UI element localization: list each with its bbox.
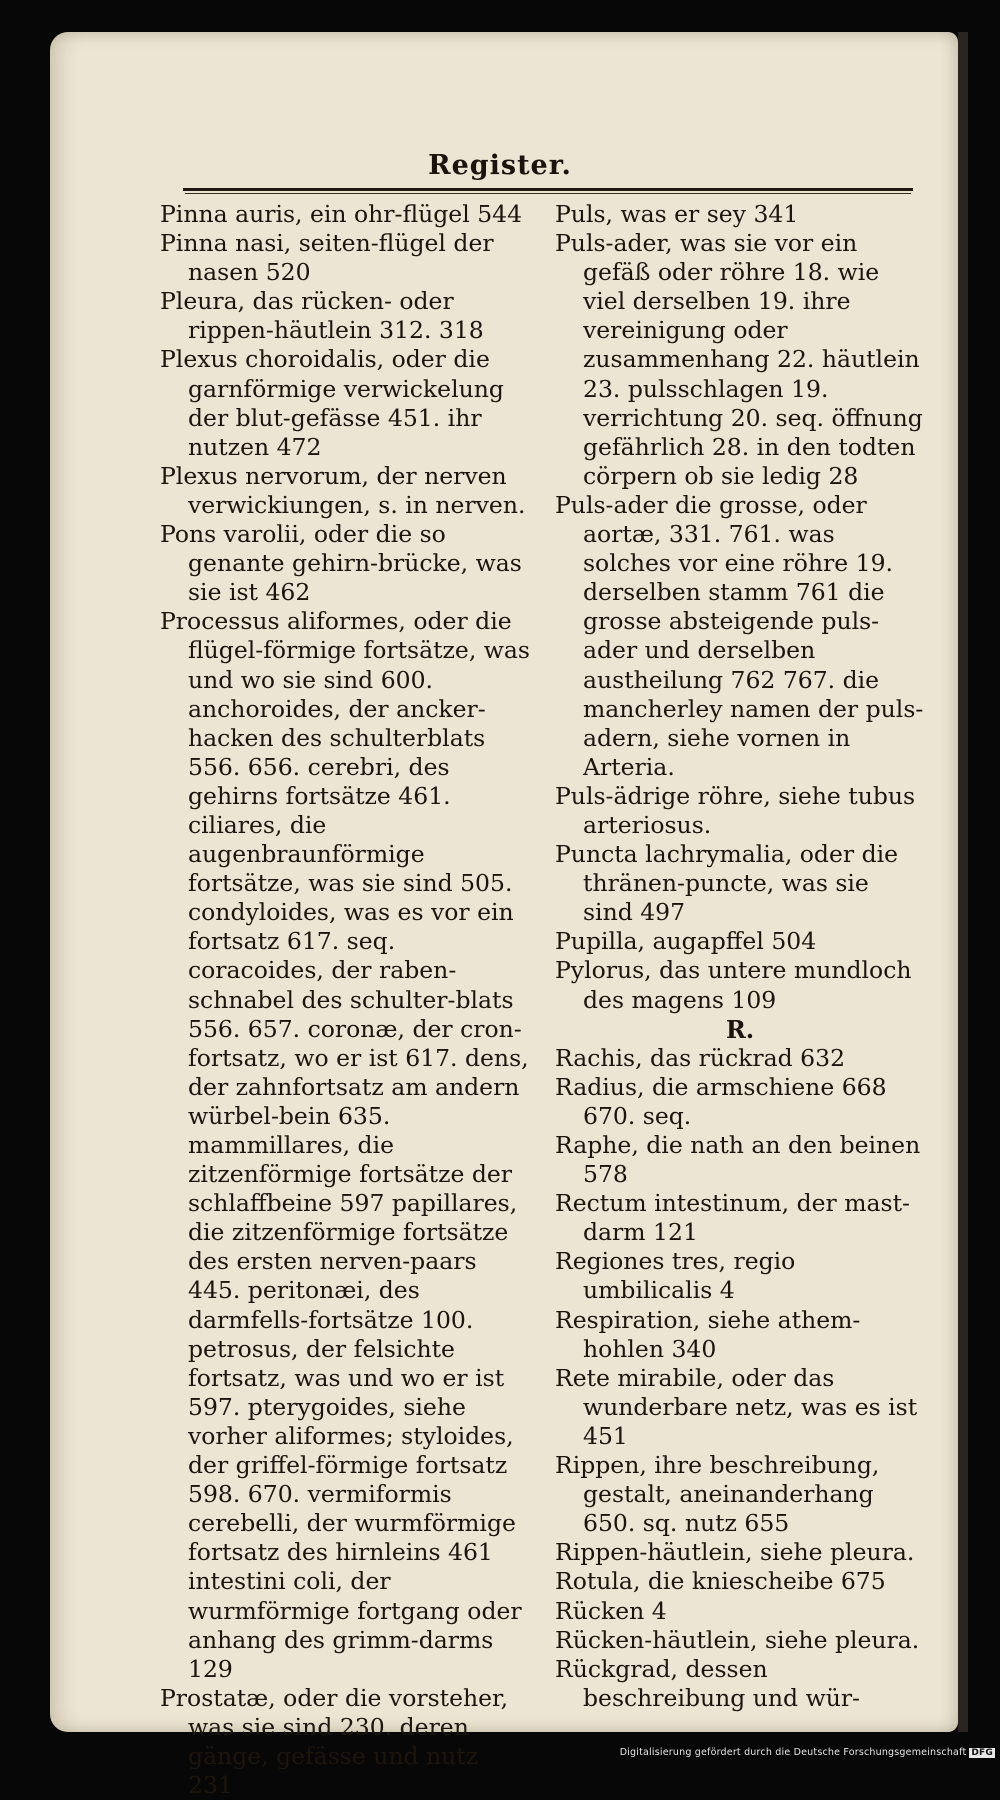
register-entry: Pons varolii, oder die so genante gehirn-brücke, was sie ist 462 xyxy=(160,520,522,607)
register-entry: Rotula, die kniescheibe 675 xyxy=(555,1567,886,1596)
register-entry: Regiones tres, regio umbilicalis 4 xyxy=(555,1247,796,1305)
header-rule-thin xyxy=(185,193,911,194)
digitization-footer xyxy=(0,1747,995,1758)
register-entry: Rückgrad, dessen beschreibung und wür- xyxy=(555,1654,860,1712)
register-entry: Rachis, das rückrad 632 xyxy=(555,1043,846,1072)
register-entry: Rücken 4 xyxy=(555,1596,667,1625)
register-entry: Rücken-häutlein, siehe pleura. xyxy=(555,1625,920,1654)
register-entry: Rippen-häutlein, siehe pleura. xyxy=(555,1538,915,1567)
register-entry: Pleura, das rücken- oder rippen-häutlein 312. 318 xyxy=(160,287,484,345)
left-column xyxy=(160,200,530,1800)
register-entry: Rectum intestinum, der mast-darm 121 xyxy=(555,1189,911,1247)
register-entry: Raphe, die nath an den beinen 578 xyxy=(555,1131,921,1189)
register-entry: Respiration, siehe athem-hohlen 340 xyxy=(555,1305,861,1363)
register-entry: Pupilla, augapffel 504 xyxy=(555,927,817,956)
register-entry: Rippen, ihre beschreibung, gestalt, aneinanderhang 650. sq. nutz 655 xyxy=(555,1451,880,1538)
register-entry: Puls-ader, was sie vor ein gefäß oder röhre 18. wie viel derselben 19. ihre vereinigung oder zusammenhang 22. häutlein 23. pulsschlagen 19. verrichtung 20. seq. öffnung gefährlich 28. in den todten cörpern ob sie ledig 28 xyxy=(555,229,923,490)
register-entry: Rete mirabile, oder das wunderbare netz, was es ist 451 xyxy=(555,1363,918,1450)
register-entry: Radius, die armschiene 668 670. seq. xyxy=(555,1072,887,1130)
register-entry: Prostatæ, oder die vorsteher, was sie sind 230. deren gänge, gefässe und nutz 231 xyxy=(160,1683,509,1800)
right-column xyxy=(555,200,925,1713)
section-letter: R. xyxy=(725,1014,755,1044)
register-entry: Puls-ader die grosse, oder aortæ, 331. 761. was solches vor eine röhre 19. derselben stamm 761 die grosse absteigende puls-ader und derselben austheilung 762 767. die mancherley namen der puls-adern, siehe vornen in Arteria. xyxy=(555,490,924,781)
register-entry: Plexus nervorum, der nerven verwickiungen, s. in nerven. xyxy=(160,461,526,519)
dfg-logo: DFG xyxy=(971,1748,993,1758)
register-entry: Pinna nasi, seiten-flügel der nasen 520 xyxy=(160,229,494,287)
register-entry: Puls-ädrige röhre, siehe tubus arteriosus. xyxy=(555,781,916,839)
register-entry: Processus aliformes, oder die flügel-förmige fortsätze, was und wo sie sind 600. anchoroides, der ancker-hacken des schulterblats 556. 656. cerebri, des gehirns fortsätze 461. ciliares, die augenbraunförmige fortsätze, was sie sind 505. condyloides, was es vor ein fortsatz 617. seq. coracoides, der raben-schnabel des schulter-blats 556. 657. coronæ, der cron-fortsatz, wo er ist 617. dens, der zahnfortsatz am andern würbel-bein 635. mammillares, die zitzenförmige fortsätze der schlaffbeine 597 papillares, die zitzenförmige fortsätze des ersten nerven-paars 445. peritonæi, des darmfells-fortsätze 100. petrosus, der felsichte fortsatz, was und wo er ist 597. pterygoides, siehe vorher aliformes; styloides, der griffel-förmige fortsatz 598. 670. vermiformis cerebelli, der wurmförmige fortsatz des hirnleins 461 intestini coli, der wurmförmige fortgang oder anhang des grimm-darms 129 xyxy=(160,607,530,1683)
header-rule xyxy=(183,188,913,191)
page-header: Register. xyxy=(428,150,572,181)
register-entry: Pinna auris, ein ohr-flügel 544 xyxy=(160,200,523,228)
footer-text: Digitalisierung gefördert durch die Deutsche Forschungsgemeinschaft xyxy=(619,1747,967,1758)
register-entry: Puls, was er sey 341 xyxy=(555,200,799,228)
register-entry: Plexus choroidalis, oder die garnförmige verwickelung der blut-gefässe 451. ihr nutzen 472 xyxy=(160,345,504,461)
register-entry: Pylorus, das untere mundloch des magens 109 xyxy=(555,956,912,1014)
book-spine xyxy=(958,32,968,1732)
register-entry: Puncta lachrymalia, oder die thränen-puncte, was sie sind 497 xyxy=(555,840,899,927)
